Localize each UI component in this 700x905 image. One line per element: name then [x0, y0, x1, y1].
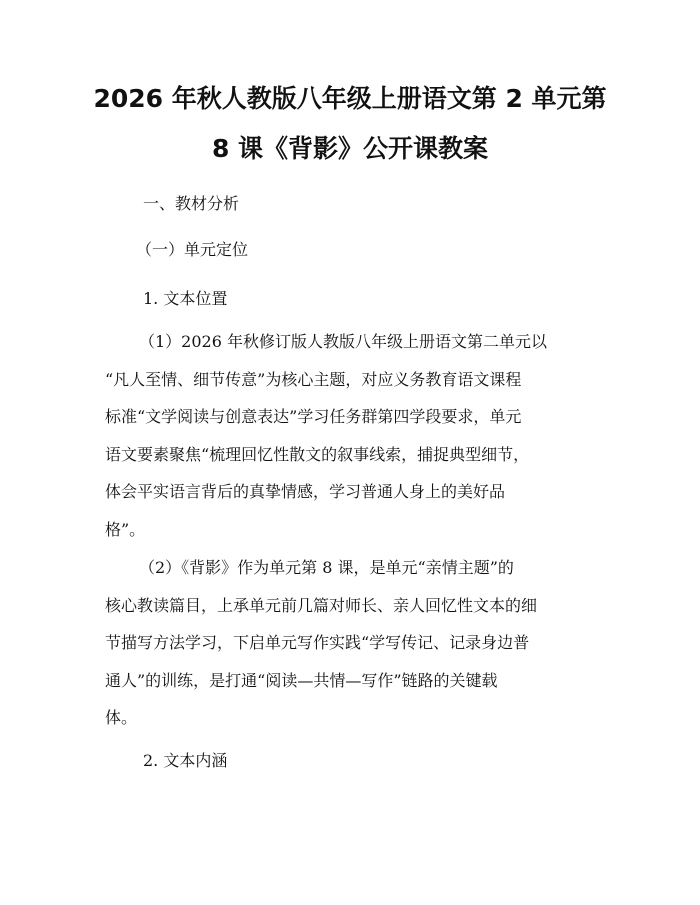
paragraph-unit-theme [105, 331, 605, 556]
paragraph-line: 节描写方法学习，下启单元写作实践“学写传记、记录身边普 [105, 633, 530, 652]
paragraph-line: 通人”的训练，是打通“阅读—共情—写作”链路的关键载 [105, 670, 498, 690]
paragraph-line: “凡人至情、细节传意”为核心主题，对应义务教育语文课程 [105, 369, 522, 389]
item-heading-text-meaning: 2. 文本内涵 [143, 751, 228, 770]
document-title-line-1: 2026 年秋人教版八年级上册语文第 2 单元第 [93, 84, 607, 113]
document-title-line-2: 8 课《背影》公开课教案 [211, 134, 489, 163]
paragraph-line: 格”。 [105, 519, 146, 539]
subsection-heading-unit-position: （一）单元定位 [136, 240, 249, 259]
paragraph-lesson-role [105, 557, 605, 745]
paragraph-line: （2）《背影》作为单元第 8 课，是单元“亲情主题”的 [139, 558, 514, 577]
paragraph-line: 体会平实语言背后的真挚情感，学习普通人身上的美好品 [105, 482, 506, 501]
paragraph-line: 体。 [105, 708, 138, 727]
item-heading-text-position: 1. 文本位置 [143, 289, 228, 308]
paragraph-line: （1）2026 年秋修订版人教版八年级上册语文第二单元以 [139, 332, 547, 351]
section-heading-textbook-analysis: 一、教材分析 [143, 194, 240, 213]
paragraph-line: 核心教读篇目，上承单元前几篇对师长、亲人回忆性文本的细 [105, 595, 538, 615]
paragraph-line: 语文要素聚焦“梳理回忆性散文的叙事线索，捕捉典型细节， [105, 444, 530, 464]
paragraph-line: 标准“文学阅读与创意表达”学习任务群第四学段要求，单元 [105, 407, 522, 426]
